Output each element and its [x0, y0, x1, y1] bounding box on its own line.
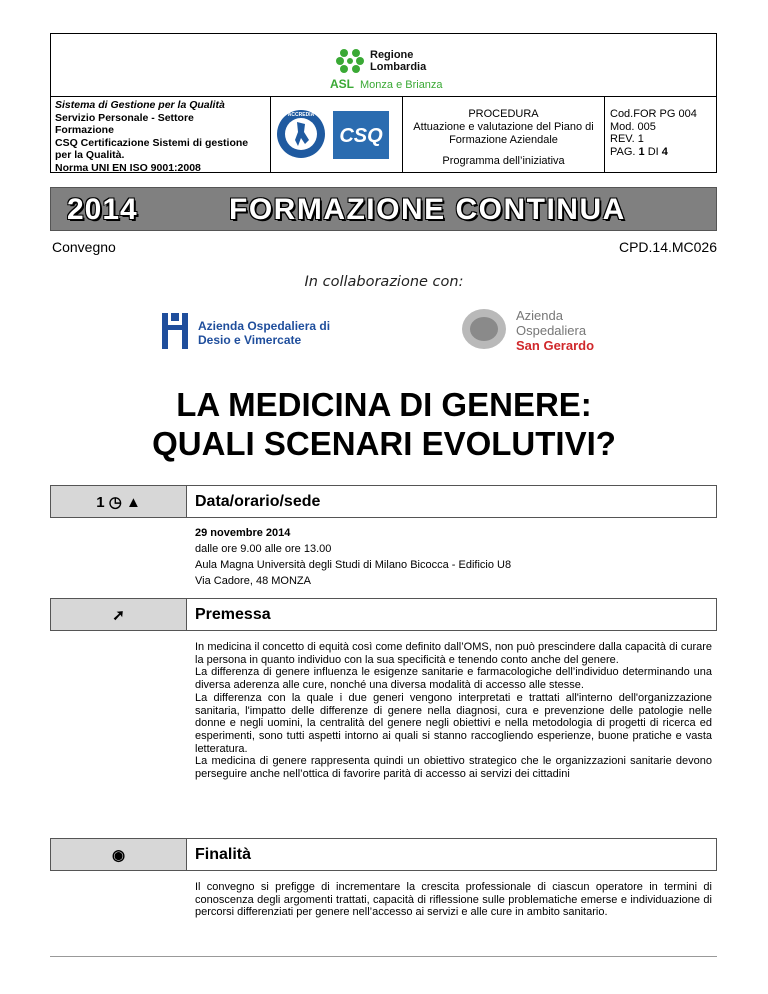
premessa-paragraph: La differenza di genere influenza le esigenze sanitarie e farmacologiche dell’individuo determinando una diversa aderenza alle cure, nonché una diversa modalità di accesso alle stesse.: [195, 666, 712, 692]
qms-title: Sistema di Gestione per la Qualità: [55, 99, 225, 111]
qms-line: per la Qualità.: [55, 149, 125, 161]
accredia-logo: [277, 110, 325, 158]
doc-mod: Mod. 005: [610, 120, 656, 133]
event-type: Convegno: [52, 239, 116, 255]
premessa-paragraph: La differenza con la quale i due generi vengono interpretati e trattati all'interno dell'organizzazione sanitaria, l'impatto delle differenze di genere nella diagnosi, cura e prevenzione delle patologie nelle donne e negli uomini, la centralità del genere negli obiettivi e nella metodologia di progetti di ricerca ed esperimenti, sono tutti aspetti intorno ai quali si stanno raccogliendo esperienze, buone pratiche e vasta letteratura.: [195, 691, 712, 755]
doc-rev: REV. 1: [610, 133, 644, 145]
doc-code: Cod.FOR PG 004: [610, 108, 697, 120]
main-title: [0, 385, 768, 463]
asl-name: Monza e Brianza: [360, 79, 443, 91]
procedure-subtitle: Programma dell’iniziativa: [442, 155, 565, 167]
qms-line: CSQ Certificazione Sistemi di gestione: [55, 136, 249, 149]
section-heading-premessa: Premessa: [187, 598, 717, 631]
premessa-icon-cell: [50, 598, 187, 631]
finalita-paragraph: Il convegno si prefigge di incrementare la crescita professionale di ciascun operatore in termini di conoscenza degli argomenti trattati, capacità di riflessione sulle problematiche emerse e individuazione di percorsi differenziati per genere nell’accesso ai servizi e alle cure in ambito sanitario.: [195, 881, 712, 919]
qms-line: Formazione: [55, 124, 114, 136]
procedure-info: [403, 96, 605, 172]
section-heading-data: Data/orario/sede: [187, 485, 717, 518]
main-title-line2: QUALI SCENARI EVOLUTIVI?: [152, 425, 616, 462]
banner-title: FORMAZIONE CONTINUA: [229, 193, 626, 226]
desio-line2: Desio e Vimercate: [198, 333, 302, 347]
finalita-icon-cell: [50, 838, 187, 871]
document-codes: [605, 96, 716, 172]
event-date: 29 novembre 2014: [195, 527, 291, 539]
csq-logo: [333, 111, 389, 159]
event-venue: Aula Magna Università degli Studi di Milano Bicocca - Edificio U8: [195, 559, 512, 571]
arrow-up-right-icon: ➚: [112, 606, 125, 624]
san-gerardo-logo: [460, 305, 620, 357]
date-time-venue-icons: [50, 485, 187, 518]
target-icon: ◉: [111, 846, 126, 864]
calendar-clock-location-icon: 1 ◷ ▲: [96, 493, 141, 511]
section-body-finalita: [195, 881, 712, 919]
section-body-premessa: [195, 641, 712, 781]
desio-vimercate-logo: [158, 309, 348, 353]
banner: [50, 187, 717, 231]
region-logo-line2: Lombardia: [370, 61, 427, 73]
qms-info: [51, 96, 271, 172]
event-time: dalle ore 9.00 alle ore 13.00: [195, 543, 332, 555]
premessa-paragraph: In medicina il concetto di equità così come definito dall’OMS, non può prescindere dalla capacità di curare la persona in quanto individuo con la sua specificità e tenendo conto anche del genere.: [195, 641, 712, 666]
doc-page: PAG. 1 DI 4: [610, 145, 668, 158]
section-heading-finalita: Finalità: [187, 838, 717, 871]
main-title-line1: LA MEDICINA DI GENERE:: [176, 386, 592, 423]
footer-divider: [50, 956, 717, 957]
asl-abbr: ASL: [330, 77, 354, 91]
section-body-data: [195, 525, 712, 589]
accredia-text: ACCREDIA: [287, 112, 315, 118]
procedure-label: PROCEDURA: [468, 108, 539, 120]
header-logo-row: [51, 34, 716, 97]
procedure-title: Attuazione e valutazione del Piano di Formazione Aziendale: [413, 121, 594, 146]
desio-line1: Azienda Ospedaliera di: [198, 319, 331, 333]
event-code: CPD.14.MC026: [618, 239, 717, 255]
sg-line1: Azienda: [516, 308, 563, 323]
collaboration-label: In collaborazione con:: [304, 274, 464, 290]
sg-line3: San Gerardo: [516, 338, 595, 353]
premessa-paragraph: La medicina di genere rappresenta quindi un obiettivo strategico che le organizzazioni sanitarie devono perseguire anche nell’ottica di favorire parità di accesso ai servizi dei cittadini: [195, 755, 712, 781]
event-address: Via Cadore, 48 MONZA: [195, 575, 311, 587]
regione-lombardia-logo: [326, 42, 486, 92]
qms-line: Norma UNI EN ISO 9001:2008: [55, 161, 201, 174]
sg-line2: Ospedaliera: [516, 323, 587, 338]
region-logo-line1: Regione: [370, 49, 414, 61]
document-header: [50, 33, 717, 173]
certification-logos: [271, 96, 403, 172]
qms-line: Servizio Personale - Settore: [55, 111, 194, 124]
csq-text: CSQ: [339, 125, 383, 147]
banner-year: 2014: [67, 193, 138, 226]
